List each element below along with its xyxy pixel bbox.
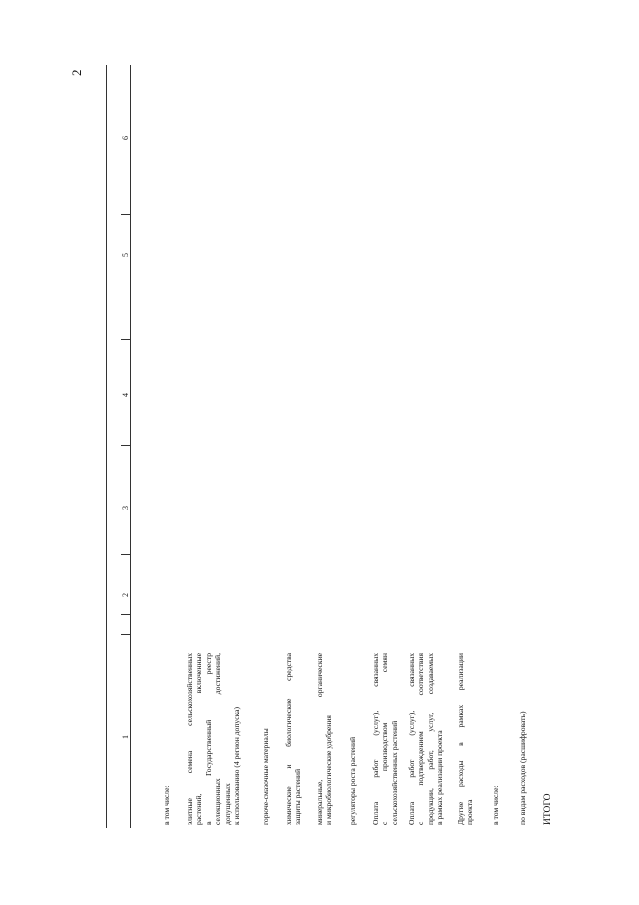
table-top-rule bbox=[106, 65, 107, 828]
col-header-1: 1 bbox=[121, 735, 130, 739]
row-by-expense-type: по видам расходов (расшифровать) bbox=[518, 711, 527, 825]
row-seed-production-payment: Оплата работ (услуг), связанных с производством семян сельскохозяйственных растений bbox=[371, 653, 399, 825]
col-header-5: 5 bbox=[121, 253, 130, 257]
col-divider-1 bbox=[121, 634, 130, 635]
col-divider-4 bbox=[121, 445, 130, 446]
page-number: 2 bbox=[69, 69, 84, 76]
col-divider-2 bbox=[121, 614, 130, 615]
col-header-4: 4 bbox=[121, 393, 130, 397]
col-divider-6 bbox=[121, 214, 130, 215]
header-bottom-rule bbox=[130, 65, 131, 828]
col-header-2: 2 bbox=[121, 593, 130, 597]
col-divider-5 bbox=[121, 339, 130, 340]
row-growth-regulators: регуляторы роста растений bbox=[348, 736, 357, 825]
row-including-1: в том числе: bbox=[162, 785, 171, 825]
row-fertilizers: минеральные, органические и микробиологические удобрения bbox=[315, 653, 334, 825]
col-header-3: 3 bbox=[121, 506, 130, 510]
row-fuel-lubricants: горюче-смазочные материалы bbox=[261, 728, 270, 825]
row-plant-protection: химические и биологические средства защиты растений bbox=[284, 653, 303, 825]
row-including-2: в том числе: bbox=[491, 785, 500, 825]
row-conformity-payment: Оплата работ (услуг), связанных с подтверждением соответствия продукции, работ, услуг, создаваемых в рамках реализации проекта bbox=[407, 653, 445, 825]
row-other-expenses: Другие расходы в рамках реализации проекта bbox=[456, 653, 475, 825]
col-divider-3 bbox=[121, 554, 130, 555]
row-elite-seeds: элитные семена сельскохозяйственных растений, включенные в Государственный реестр селекционных достижений, допущенных к использованию (4 регион допуска) bbox=[185, 653, 242, 825]
col-header-6: 6 bbox=[121, 136, 130, 140]
row-total: ИТОГО bbox=[543, 793, 553, 825]
